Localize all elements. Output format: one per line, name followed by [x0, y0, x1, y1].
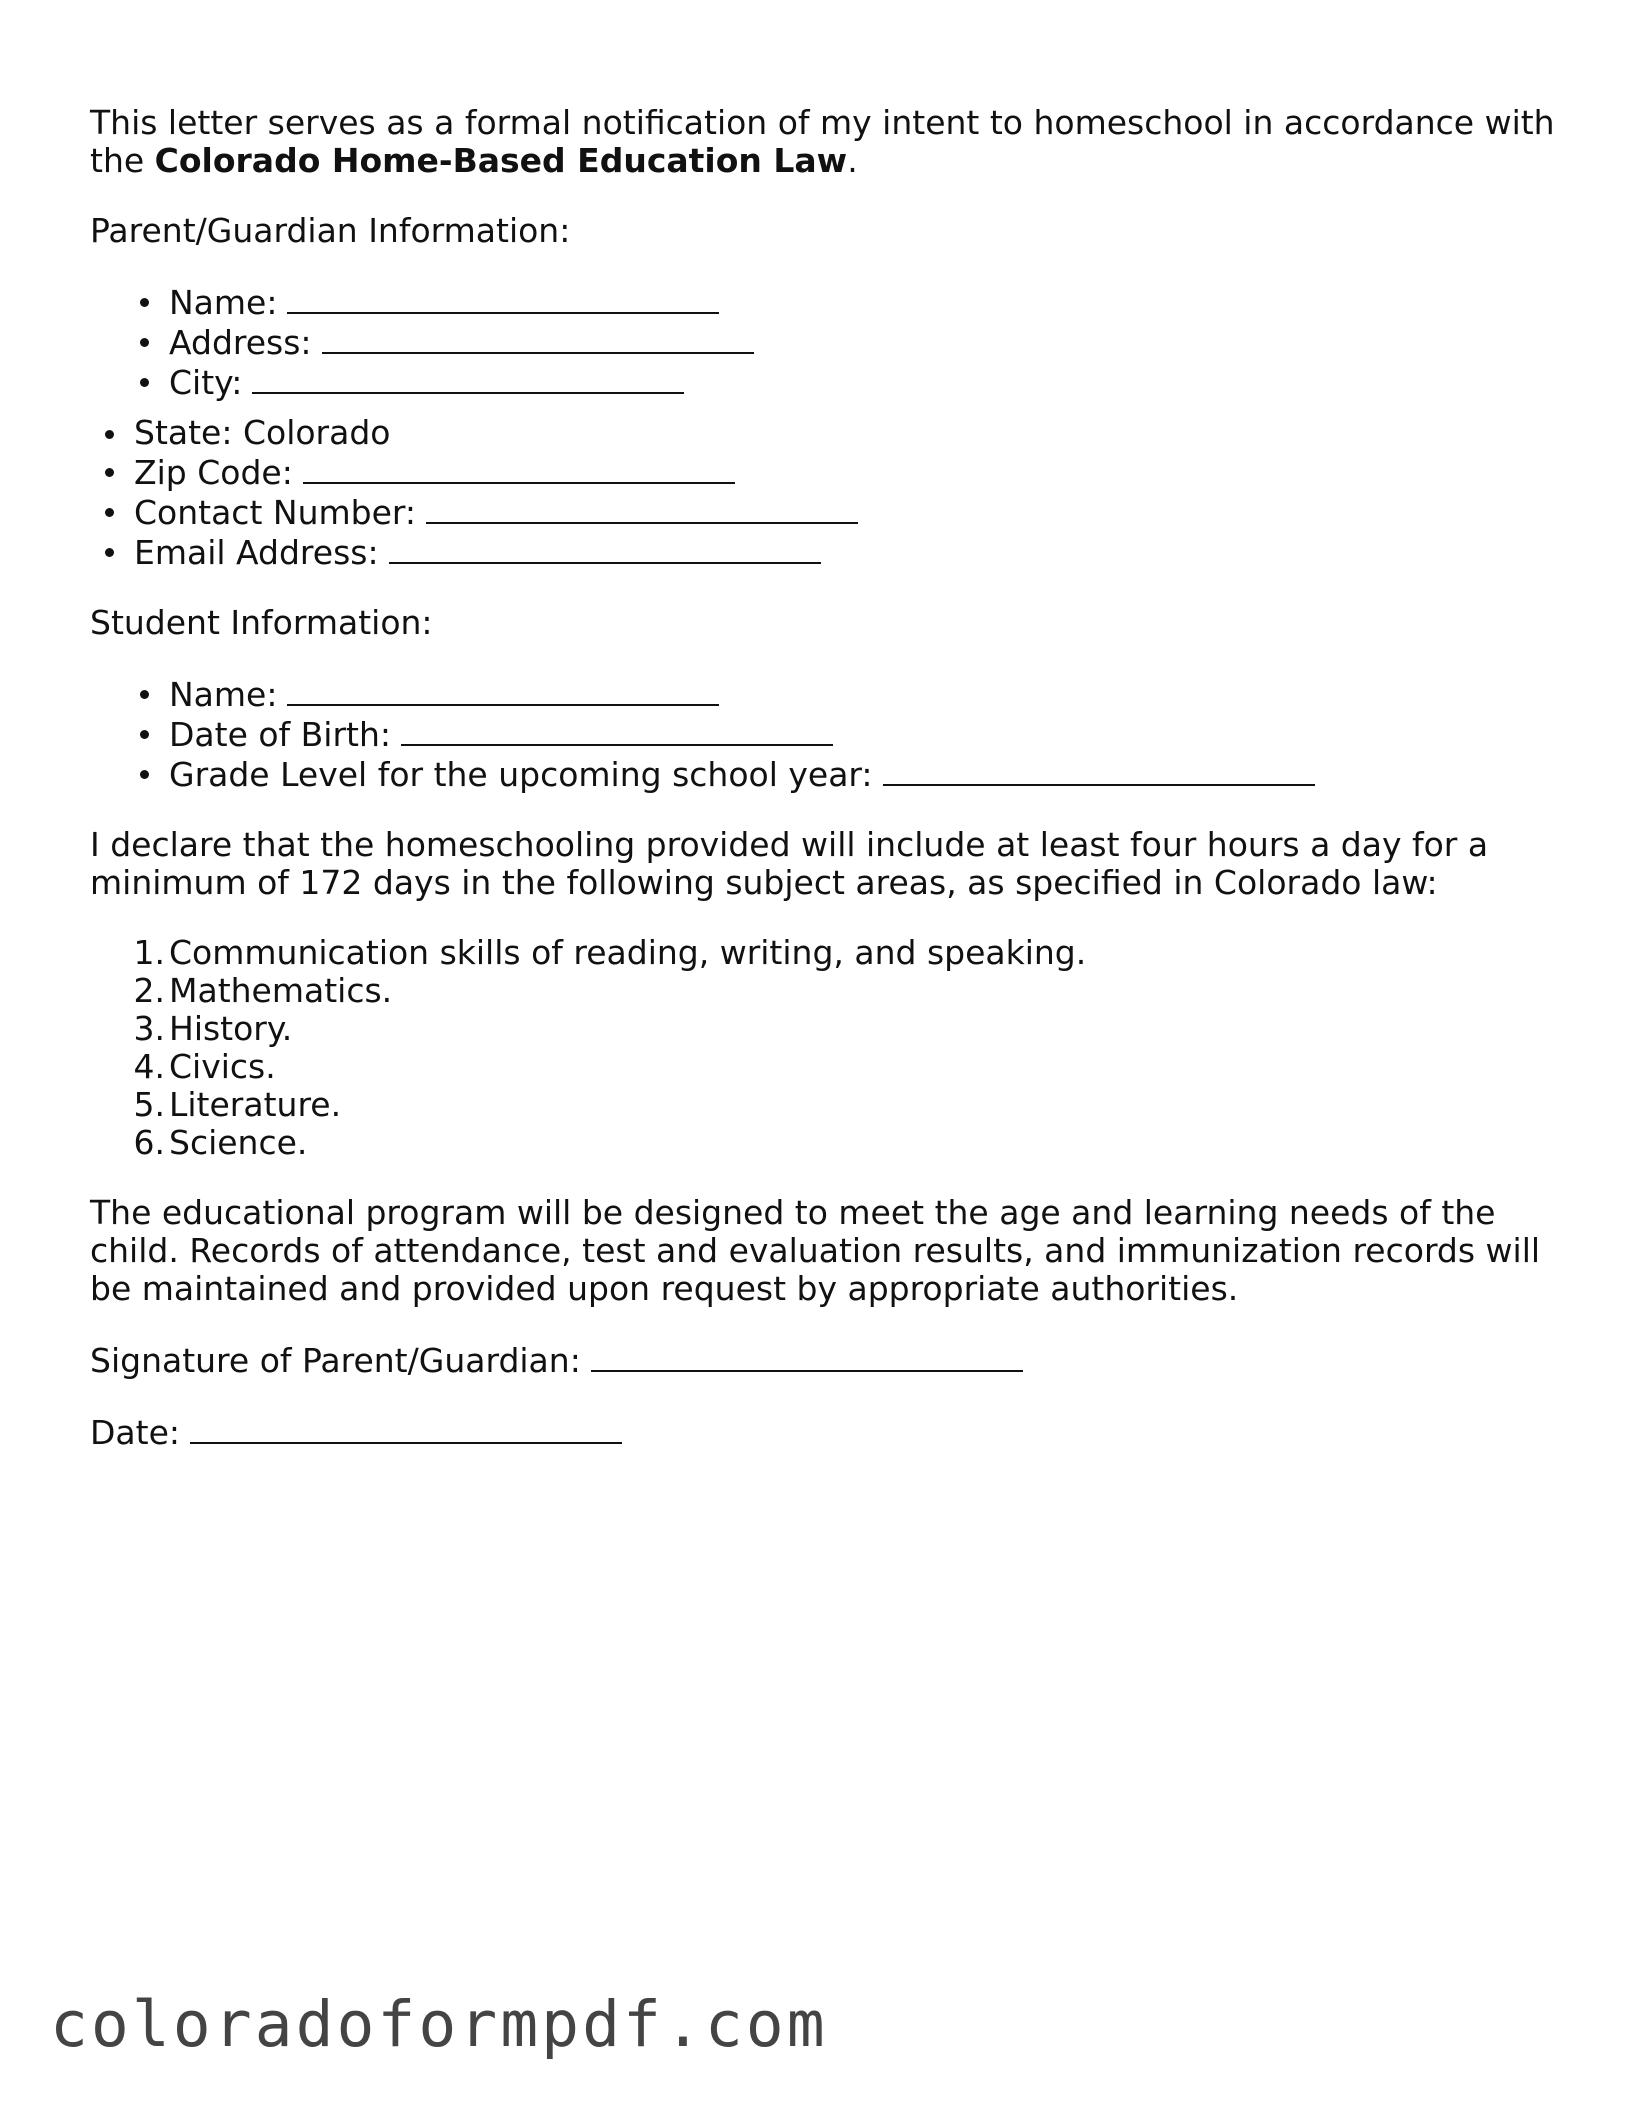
- date-blank[interactable]: [190, 1412, 622, 1444]
- subject-list: [133, 933, 1560, 1162]
- parent-city-field: City:: [169, 362, 1560, 402]
- intro-paragraph: This letter serves as a formal notification of my intent to homeschool in accordance with the Colorado Home-Based Education Law.: [90, 103, 1555, 180]
- parent-section-heading: Parent/Guardian Information:: [90, 211, 571, 250]
- declaration-paragraph: I declare that the homeschooling provided will include at least four hours a day for a minimum of 172 days in the following subject areas, as specified in Colorado law:: [90, 825, 1489, 902]
- parent-name-field: Name:: [169, 282, 1560, 322]
- subject-item: 4. Civics.: [133, 1047, 276, 1086]
- parent-city-blank[interactable]: [252, 362, 684, 394]
- parent-contact-list: [134, 414, 1560, 572]
- date-line: Date:: [90, 1412, 1560, 1452]
- student-info-list: [169, 674, 1560, 794]
- law-name: Colorado Home-Based Education Law: [154, 141, 848, 180]
- contact-number-blank[interactable]: [426, 492, 858, 524]
- parent-info-list: [169, 282, 1560, 402]
- subject-item: 1. Communication skills of reading, writing, and speaking.: [133, 933, 1087, 972]
- parent-address-blank[interactable]: [322, 322, 754, 354]
- dob-blank[interactable]: [401, 714, 833, 746]
- parent-address-field: Address:: [169, 322, 1560, 362]
- signature-blank[interactable]: [591, 1340, 1023, 1372]
- subject-item: 2. Mathematics.: [133, 971, 393, 1010]
- email-blank[interactable]: [389, 532, 821, 564]
- letter-body: [90, 104, 1560, 1484]
- state-field: State: Colorado: [134, 414, 1560, 452]
- subject-item: 5. Literature.: [133, 1085, 342, 1124]
- grade-level-field: Grade Level for the upcoming school year:: [169, 754, 1560, 794]
- grade-level-blank[interactable]: [883, 754, 1315, 786]
- student-section-heading: Student Information:: [90, 603, 433, 642]
- program-paragraph: The educational program will be designed to meet the age and learning needs of the child. Records of attendance, test and evaluation results, and immunization records will be maintained and provided upon request by appropriate authorities.: [90, 1193, 1541, 1308]
- zip-field: Zip Code:: [134, 452, 1560, 492]
- student-name-field: Name:: [169, 674, 1560, 714]
- parent-name-blank[interactable]: [287, 282, 719, 314]
- zip-blank[interactable]: [303, 452, 735, 484]
- student-name-blank[interactable]: [287, 674, 719, 706]
- subject-item: 6. Science.: [133, 1123, 308, 1162]
- dob-field: Date of Birth:: [169, 714, 1560, 754]
- signature-line: Signature of Parent/Guardian:: [90, 1340, 1560, 1380]
- contact-number-field: Contact Number:: [134, 492, 1560, 532]
- site-watermark: coloradoformpdf.com: [50, 1988, 828, 2061]
- subject-item: 3. History.: [133, 1009, 293, 1048]
- email-field: Email Address:: [134, 532, 1560, 572]
